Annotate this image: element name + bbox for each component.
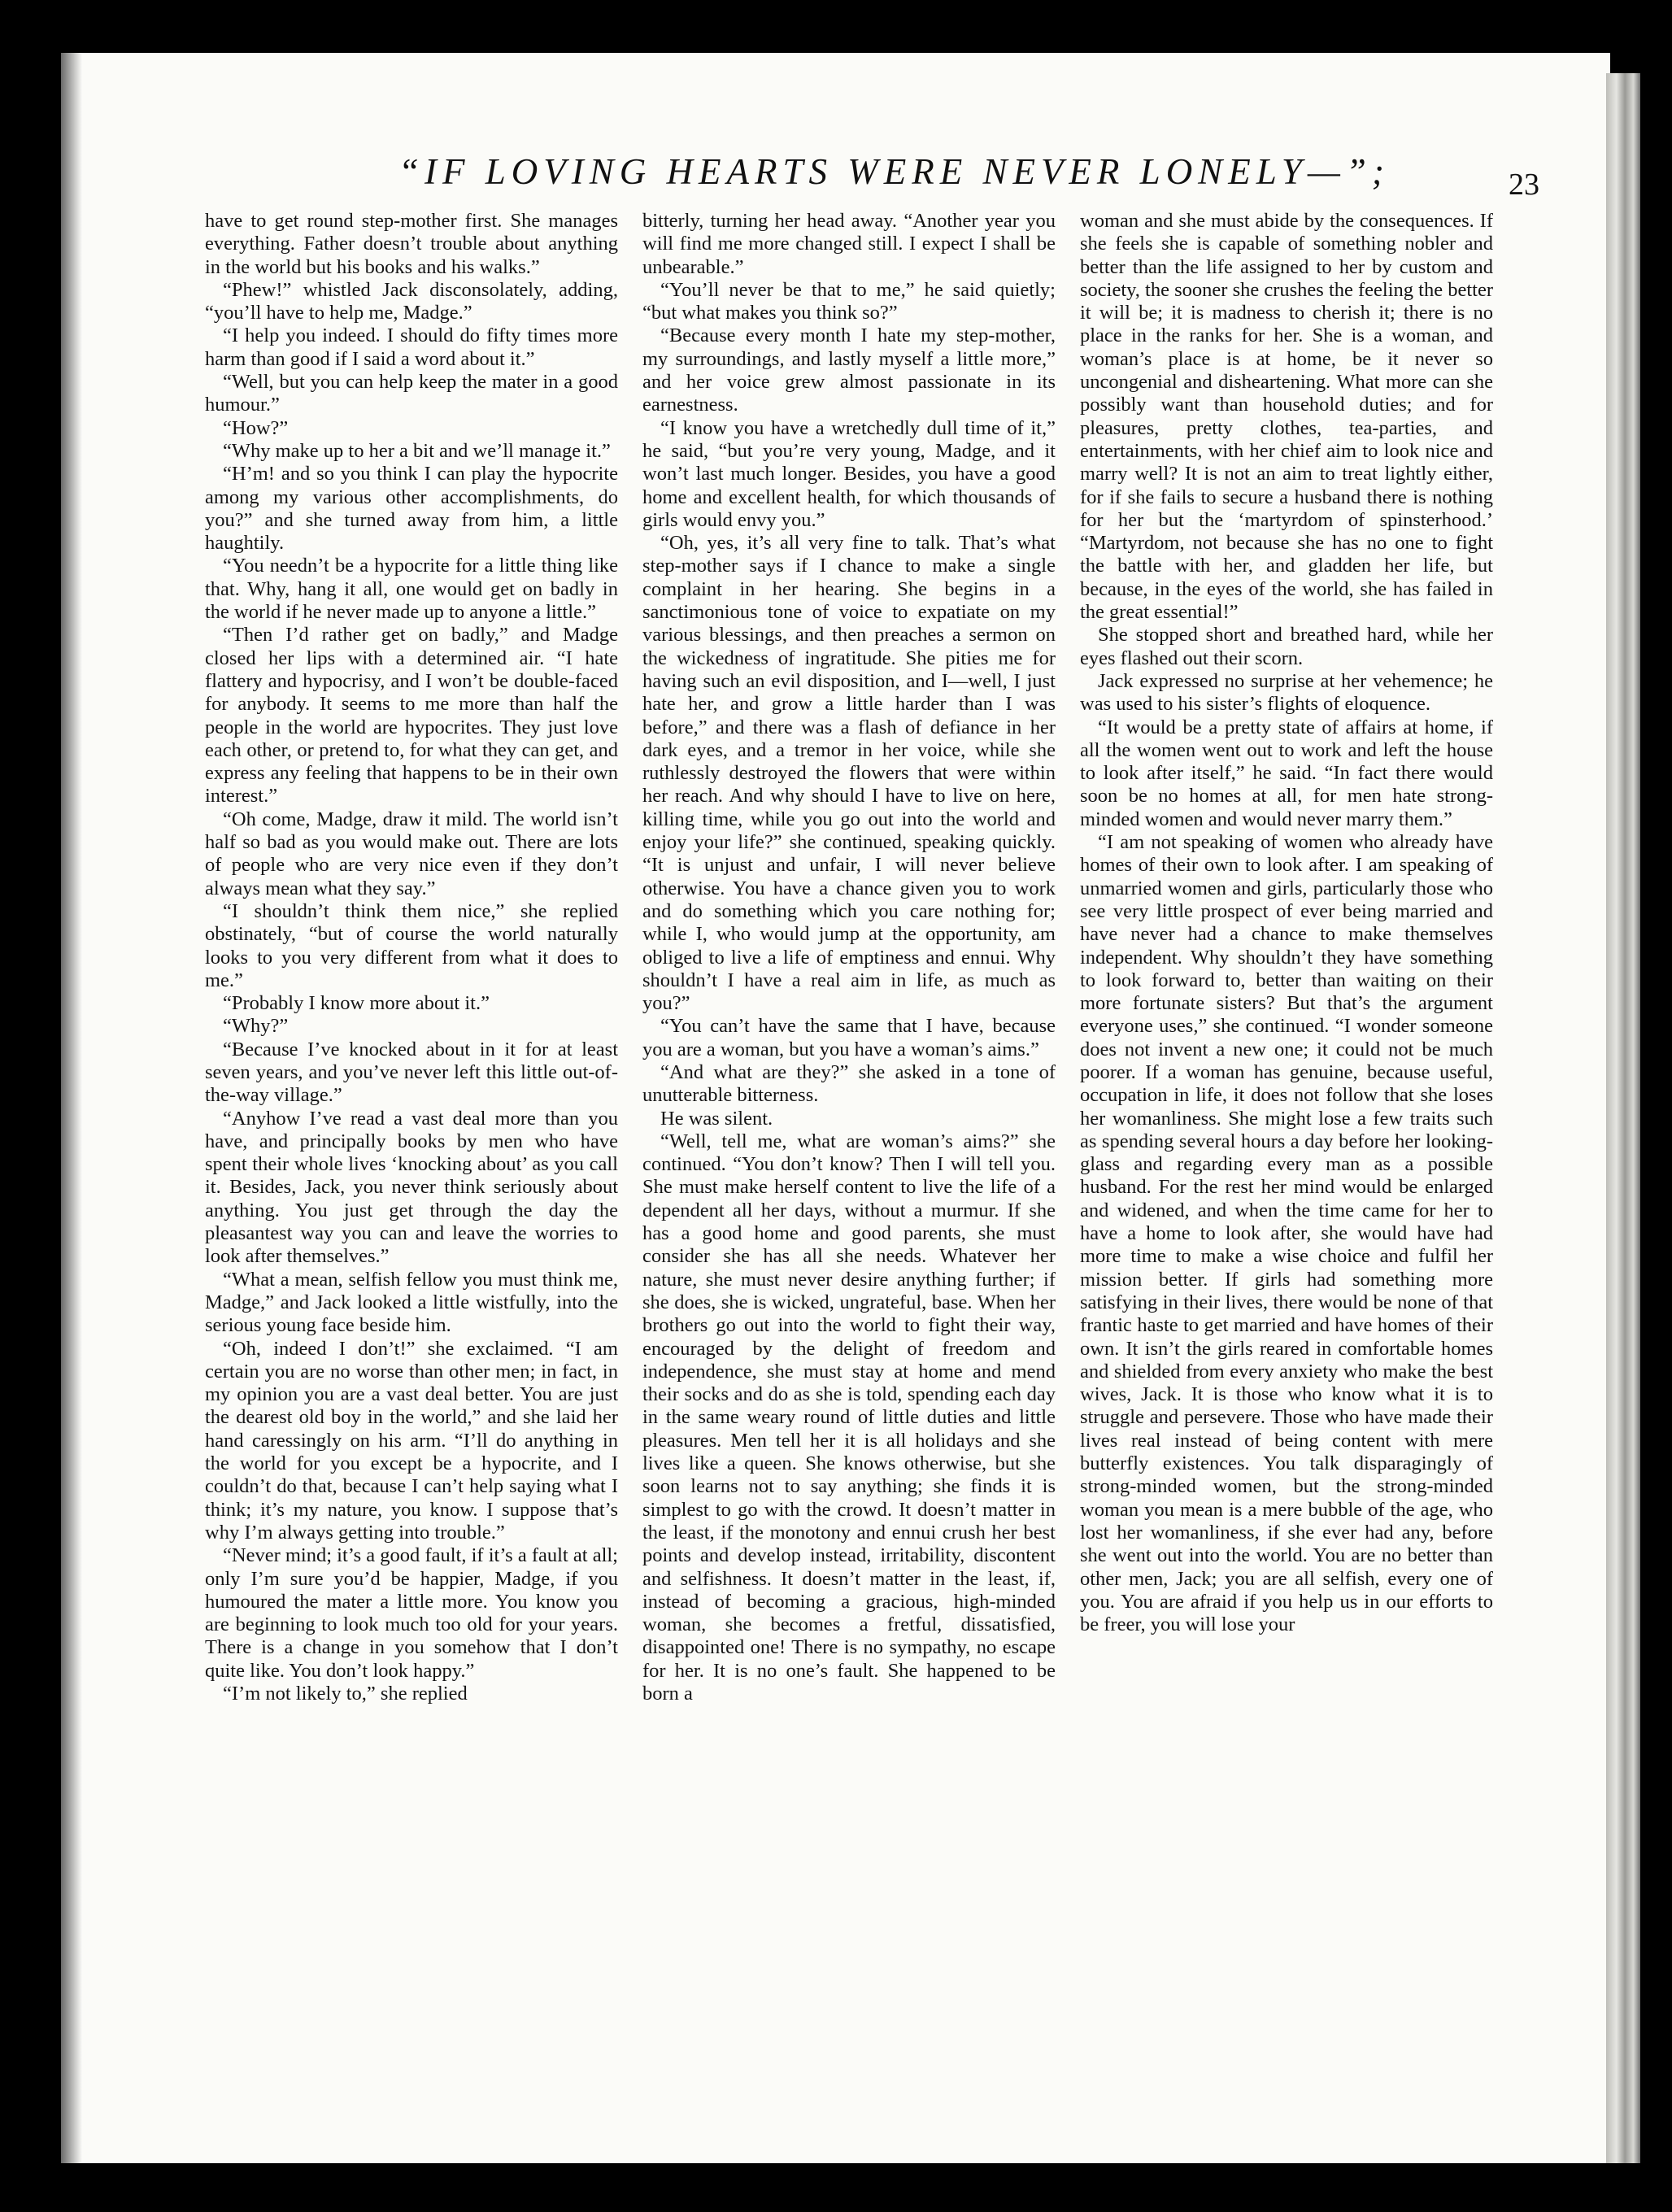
paragraph: He was silent. xyxy=(660,1107,773,1130)
paragraph: She stopped short and breathed hard, while her eyes flashed out their scorn. xyxy=(1080,624,1493,669)
text-column-3 xyxy=(1080,210,1493,2097)
paragraph: “Because every month I hate my step-mother, my surroundings, and lastly myself a little more,” and her voice grew almost passionate in its earnestness. xyxy=(642,324,1056,416)
page-number: 23 xyxy=(1509,168,1539,202)
paragraph: “I am not speaking of women who already have homes of their own to look after. I am speaking of unmarried women and girls, particularly those who see very little prospect of ever being married and have never had a chance to make themselves independent. Why shouldn’t they have something to look forward to, better than waiting on their more fortunate sisters? But that’s the argument everyone uses,” she continued. “I wonder someone does not invent a new one; it could not be much poorer. If a woman has genuine, because useful, occupation in life, it does not follow that she loses her womanliness. She might lose a few traits such as spending several hours a day before her looking-glass and regarding every man as a possible husband. For the rest her mind would be enlarged and widened, and when the time came for her to have a home to look after, she would have had more time to make a wise choice and fulfil her mission better. If girls had something more satisfying in their lives, there would be none of that frantic haste to get married and have homes of their own. It isn’t the girls reared in comfortable homes and shielded from every anxiety who make the best wives, Jack. It is those who know what it is to struggle and persevere. Those who have made their lives real instead of being content with mere butterfly existences. You talk disparagingly of strong-minded women, but the strong-minded woman you mean is a mere bubble of the age, who lost her womanliness, if she ever had any, before she went out into the world. You are no better than other men, Jack; you are all selfish, every one of you. You are afraid if you help us in our efforts to be freer, you will lose your xyxy=(1080,831,1493,1636)
paragraph: “I shouldn’t think them nice,” she replied obstinately, “but of course the world naturally looks to you very different from what it does to me.” xyxy=(205,899,618,991)
paragraph: “I know you have a wretchedly dull time of it,” he said, “but you’re very young, Madge, and it won’t last much longer. Besides, you have a good home and excellent health, for which thousands of girls would envy you.” xyxy=(642,416,1056,531)
text-column-2 xyxy=(642,210,1056,2097)
paragraph: “Well, but you can help keep the mater in a good humour.” xyxy=(205,371,618,416)
paragraph: “Well, tell me, what are woman’s aims?” she continued. “You don’t know? Then I will tell you. She must make herself content to live the life of a dependent all her days, without a murmur. If she has a good home and good parents, she must consider she has all she needs. Whatever her nature, she must never desire anything further; if she does, she is wicked, ungrateful, base. When her brothers go out into the world to fight their way, encouraged by the delight of freedom and independence, she must stay at home and mend their socks and do as she is told, spending each day in the same weary round of little duties and little pleasures. Men tell her it is all holidays and she lives like a queen. She knows otherwise, but she soon learns not to say anything; she finds it is simplest to go with the crowd. It doesn’t matter in the least, if the monotony and ennui crush her best points and develop instead, irritability, discontent and selfishness. It doesn’t matter in the least, if, instead of becoming a gracious, high-minded woman, she becomes a fretful, dissatisfied, disappointed one! There is no sympathy, no escape for her. It is no one’s fault. She happened to be born a xyxy=(642,1130,1056,1705)
text-column-1 xyxy=(205,210,618,2097)
paragraph: “Why make up to her a bit and we’ll manage it.” xyxy=(223,439,611,462)
paragraph: “Never mind; it’s a good fault, if it’s a fault at all; only I’m sure you’d be happier, Madge, if you humoured the mater a little more. You know you are beginning to look much too old for your years. There is a change in you somehow that I don’t quite like. You don’t look happy.” xyxy=(205,1544,618,1682)
paragraph: “Oh, yes, it’s all very fine to talk. That’s what step-mother says if I chance to make a single complaint in her hearing. She begins in a sanctimonious tone of voice to expatiate on my various blessings, and then preaches a sermon on the wickedness of ingratitude. She pities me for having such an evil disposition, and I—well, I just hate her, and grow a little harder than I was before,” and there was a flash of defiance in her dark eyes, and a tremor in her voice, while she ruthlessly destroyed the flowers that were within her reach. And why should I have to live on here, killing time, while you go out into the world and enjoy your life?” she continued, speaking quickly. “It is unjust and unfair, I will never believe otherwise. You have a chance given you to work and do something which you care nothing for; while I, who would jump at the opportunity, am obliged to live a life of emptiness and ennui. Why shouldn’t I have a real aim in life, as much as you?” xyxy=(642,532,1056,1015)
paragraph: “And what are they?” she asked in a tone of unutterable bitterness. xyxy=(642,1060,1056,1107)
paragraph: “It would be a pretty state of affairs at home, if all the women went out to work and left the house to look after itself,” he said. “In fact there would soon be no homes at all, for men hate strong-minded women and would never marry them.” xyxy=(1080,716,1493,830)
paragraph: woman and she must abide by the consequences. If she feels she is capable of something nobler and better than the life assigned to her by custom and society, the sooner she crushes the feeling the better it will be; it is madness to cherish it; there is no place in the ranks for her. She is a woman, and woman’s place is at home, be it never so uncongenial and disheartening. What more can she possibly want than household duties; and for pleasures, pretty clothes, tea-parties, and entertainments, with her chief aim to look nice and marry well? It is not an aim to treat lightly either, for if she fails to secure a husband there is nothing for her but the ‘martyrdom of spinsterhood.’ “Martyrdom, not because she has no one to fight the battle with her, and gladden her life, but because, in the eyes of the world, she has failed in the great essential!” xyxy=(1080,210,1493,624)
paragraph: “Phew!” whistled Jack disconsolately, adding, “you’ll have to help me, Madge.” xyxy=(205,278,618,324)
paragraph: “You needn’t be a hypocrite for a little thing like that. Why, hang it all, one would get on badly in the world if he never made up to anyone a little.” xyxy=(205,555,618,624)
paragraph: “Anyhow I’ve read a vast deal more than you have, and principally books by men who have spent their whole lives ‘knocking about’ as you call it. Besides, Jack, you never think seriously about anything. You just get through the day the pleasantest way you can and leave the worries to look after themselves.” xyxy=(205,1107,618,1268)
paragraph: “Oh come, Madge, draw it mild. The world isn’t half so bad as you would make out. There are lots of people who are very nice even if they don’t always mean what they say.” xyxy=(205,808,618,899)
page-edges xyxy=(1606,73,1640,2163)
running-title: “IF LOVING HEARTS WERE NEVER LONELY—”; xyxy=(398,151,1390,192)
paragraph: Jack expressed no surprise at her vehemence; he was used to his sister’s flights of eloquence. xyxy=(1080,669,1493,716)
paragraph: bitterly, turning her head away. “Another year you will find me more changed still. I expect I shall be unbearable.” xyxy=(642,210,1056,278)
paragraph: “How?” xyxy=(223,416,289,439)
paragraph: “Probably I know more about it.” xyxy=(223,992,490,1015)
paragraph: “Oh, indeed I don’t!” she exclaimed. “I am certain you are no worse than other men; in fact, in my opinion you are a vast deal better. You are just the dearest old boy in the world,” and she laid her hand caressingly on his arm. “I’ll do anything in the world for you except be a hypocrite, and I couldn’t do that, because I can’t help saying what I think; it’s my nature, you know. I suppose that’s why I’m always getting into trouble.” xyxy=(205,1337,618,1544)
paragraph: “You’ll never be that to me,” he said quietly; “but what makes you think so?” xyxy=(642,278,1056,324)
paragraph: “What a mean, selfish fellow you must think me, Madge,” and Jack looked a little wistfully, into the serious young face beside him. xyxy=(205,1268,618,1337)
paragraph: have to get round step-mother first. She manages everything. Father doesn’t trouble about anything in the world but his books and his walks.” xyxy=(205,210,618,278)
paragraph: “Why?” xyxy=(223,1015,289,1038)
gutter-shadow xyxy=(61,53,82,2163)
paragraph: “Because I’ve knocked about in it for at least seven years, and you’ve never left this little out-of-the-way village.” xyxy=(205,1038,618,1107)
paragraph: “I’m not likely to,” she replied xyxy=(223,1683,468,1705)
paragraph: “Then I’d rather get on badly,” and Madge closed her lips with a determined air. “I hate flattery and hypocrisy, and I won’t be double-faced for anybody. It seems to me more than half the people in the world are hypocrites. They just love each other, or pretend to, for what they can get, and express any feeling that happens to be in their own interest.” xyxy=(205,624,618,808)
paragraph: “I help you indeed. I should do fifty times more harm than good if I said a word about it.” xyxy=(205,324,618,370)
paragraph: “H’m! and so you think I can play the hypocrite among my various other accomplishments, do you?” and she turned away from him, a little haughtily. xyxy=(205,463,618,555)
paragraph: “You can’t have the same that I have, because you are a woman, but you have a woman’s aims.” xyxy=(642,1015,1056,1060)
